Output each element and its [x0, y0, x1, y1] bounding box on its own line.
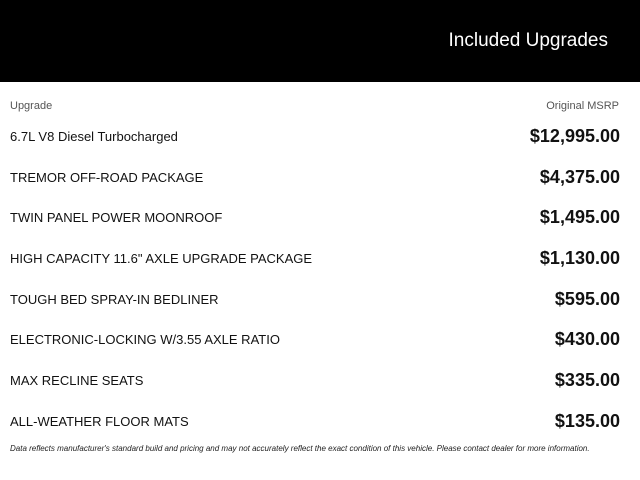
upgrade-name: HIGH CAPACITY 11.6" AXLE UPGRADE PACKAGE [10, 251, 313, 267]
upgrade-row [0, 322, 640, 363]
upgrade-row [0, 119, 640, 160]
disclaimer-text: Data reflects manufacturer's standard build and pricing and may not accurately reflect the exact condition of this vehicle. Please contact dealer for more information. [10, 444, 590, 453]
upgrade-name: MAX RECLINE SEATS [10, 373, 144, 389]
column-header-msrp: Original MSRP [546, 100, 619, 112]
column-header-upgrade: Upgrade [10, 100, 53, 112]
upgrade-price: $595.00 [554, 288, 620, 309]
upgrade-name: ALL-WEATHER FLOOR MATS [10, 413, 189, 429]
upgrade-name: TREMOR OFF-ROAD PACKAGE [10, 169, 204, 185]
upgrade-row [0, 241, 640, 282]
upgrade-price: $135.00 [554, 410, 620, 431]
upgrade-name: ELECTRONIC-LOCKING W/3.55 AXLE RATIO [10, 332, 280, 348]
header-banner [0, 0, 640, 82]
upgrade-price: $335.00 [554, 370, 620, 391]
upgrade-name: 6.7L V8 Diesel Turbocharged [10, 129, 178, 144]
upgrade-row [0, 363, 640, 404]
upgrades-list [0, 119, 640, 445]
upgrade-price: $430.00 [554, 329, 620, 350]
upgrade-name: TOUGH BED SPRAY-IN BEDLINER [10, 291, 219, 307]
upgrade-price: $1,495.00 [539, 207, 620, 228]
upgrade-row [0, 282, 640, 323]
upgrade-price: $4,375.00 [539, 166, 620, 187]
upgrade-row [0, 160, 640, 201]
upgrade-row [0, 200, 640, 241]
upgrade-row [0, 404, 640, 445]
upgrade-price: $1,130.00 [539, 248, 620, 269]
page-title: Included Upgrades [448, 30, 608, 51]
upgrade-name: TWIN PANEL POWER MOONROOF [10, 210, 223, 226]
upgrade-price: $12,995.00 [529, 126, 620, 146]
